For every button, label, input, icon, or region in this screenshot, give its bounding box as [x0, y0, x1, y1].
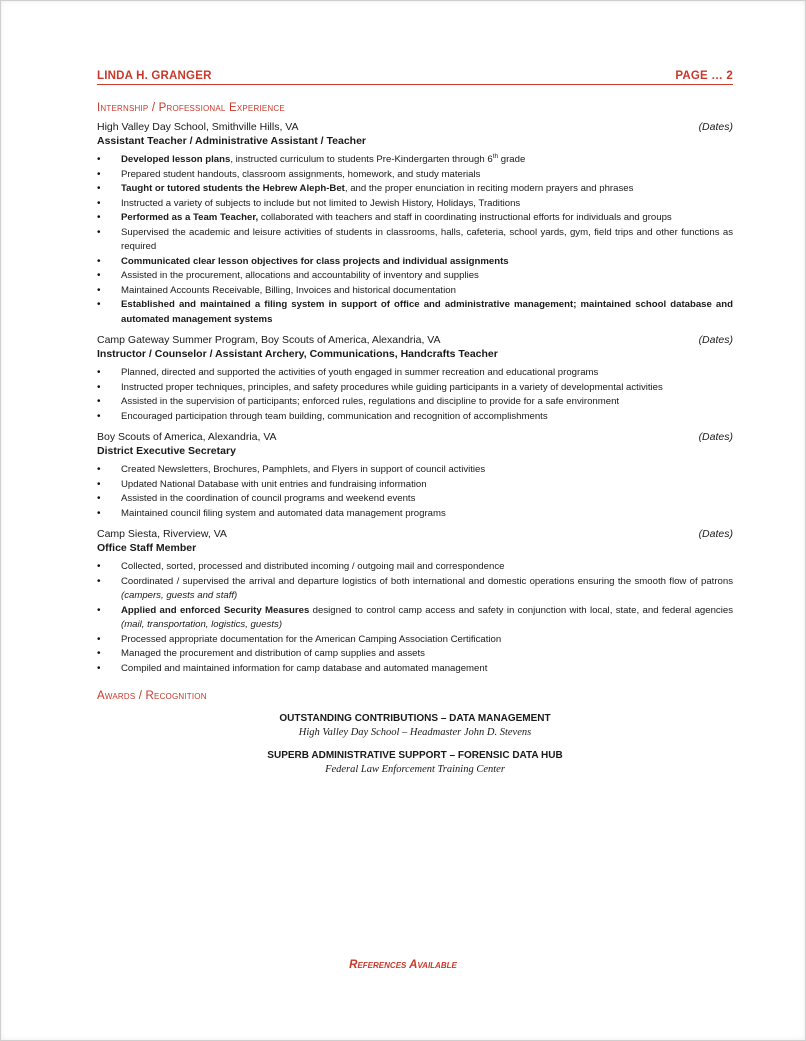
bullet-item	[97, 226, 733, 255]
job-dates: (Dates)	[698, 121, 733, 133]
bullet-item	[97, 269, 733, 284]
bullet-item	[97, 604, 733, 633]
bullet-item	[97, 284, 733, 299]
bullet-text: Managed the procurement and distribution of camp supplies and assets	[121, 648, 425, 659]
bullet-item	[97, 560, 733, 575]
bullet-text: Prepared student handouts, classroom assignments, homework, and study materials	[121, 168, 481, 180]
job-organization: High Valley Day School, Smithville Hills, VA	[97, 121, 299, 133]
bullet-text: Processed appropriate documentation for the American Camping Association Certification	[121, 633, 502, 645]
job-organization: Camp Gateway Summer Program, Boy Scouts of America, Alexandria, VA	[97, 334, 441, 346]
bullet-text: collaborated with teachers and staff in coordinating instructional efforts for individuals and groups	[258, 212, 672, 223]
experience-section-title: Internship / Professional Experience	[97, 102, 285, 114]
bullet-bold-text: Established and maintained a filing system in support of office and administrative management; maintained school database and automated management systems	[121, 299, 733, 325]
award-item	[97, 749, 733, 776]
award-item	[97, 712, 733, 739]
bullet-italic-text: (mail, transportation, logistics, guests)	[121, 619, 283, 630]
job-bullets	[97, 366, 733, 424]
bullet-text: , and the proper enunciation in reciting modern prayers and phrases	[344, 183, 634, 194]
job-bullets	[97, 153, 733, 327]
references-footer: References Available	[349, 959, 457, 971]
bullet-item	[97, 633, 733, 648]
bullet-text: Instructed a variety of subjects to include but not limited to Jewish History, Holidays, Traditions	[121, 197, 521, 209]
bullet-text: Maintained Accounts Receivable, Billing, Invoices and historical documentation	[121, 284, 456, 296]
bullet-item	[97, 366, 733, 381]
job-dates: (Dates)	[698, 431, 733, 443]
bullet-text: Supervised the academic and leisure activities of students in classrooms, halls, cafeteria, school yards, gym, field trips and other functions as required	[121, 226, 733, 252]
page-number: PAGE … 2	[675, 70, 733, 82]
candidate-name: LINDA H. GRANGER	[97, 70, 212, 82]
bullet-italic-text: (campers, guests and staff)	[121, 590, 238, 601]
bullet-bold-text: Performed as a Team Teacher,	[121, 212, 259, 223]
bullet-text: Maintained council filing system and automated data management programs	[121, 507, 446, 519]
job-header	[97, 430, 733, 444]
bullet-text: Collected, sorted, processed and distributed incoming / outgoing mail and correspondence	[121, 561, 505, 572]
bullet-superscript: th	[492, 152, 499, 160]
bullet-bold-text: Communicated clear lesson objectives for class projects and individual assignments	[121, 255, 509, 267]
bullet-item	[97, 153, 733, 168]
bullet-item	[97, 507, 733, 522]
bullet-text: Compiled and maintained information for camp database and automated management	[121, 662, 488, 674]
job-bullets	[97, 560, 733, 676]
bullet-text: Instructed proper techniques, principles, and safety procedures while guiding participants in a variety of developmental activities	[121, 381, 663, 393]
bullet-item	[97, 410, 733, 425]
job-title: Instructor / Counselor / Assistant Archery, Communications, Handcrafts Teacher	[97, 348, 498, 360]
bullet-text: Assisted in the supervision of participants; enforced rules, regulations and discipline to provide for a safe environment	[121, 396, 620, 407]
job-title: Office Staff Member	[97, 542, 197, 554]
bullet-item	[97, 182, 733, 197]
award-source: Federal Law Enforcement Training Center	[325, 764, 505, 775]
bullet-item	[97, 211, 733, 226]
job-header	[97, 333, 733, 347]
bullet-item	[97, 197, 733, 212]
bullet-item	[97, 395, 733, 410]
bullet-item	[97, 647, 733, 662]
award-title: OUTSTANDING CONTRIBUTIONS – DATA MANAGEMENT	[279, 713, 551, 724]
jobs-list	[97, 120, 733, 676]
bullet-text: , instructed curriculum to students Pre-Kindergarten through 6	[230, 154, 493, 165]
award-title: SUPERB ADMINISTRATIVE SUPPORT – FORENSIC DATA HUB	[267, 750, 563, 761]
job-title: District Executive Secretary	[97, 445, 236, 457]
awards-list	[97, 712, 733, 776]
bullet-item	[97, 381, 733, 396]
bullet-text: Created Newsletters, Brochures, Pamphlets, and Flyers in support of council activities	[121, 464, 486, 475]
job-title: Assistant Teacher / Administrative Assistant / Teacher	[97, 135, 367, 147]
bullet-text: designed to control camp access and safety in conjunction with local, state, and federal agencies	[309, 604, 733, 616]
job-organization: Boy Scouts of America, Alexandria, VA	[97, 431, 277, 443]
bullet-item	[97, 298, 733, 327]
page-header	[97, 70, 733, 85]
bullet-bold-text: Developed lesson plans	[121, 154, 231, 165]
bullet-item	[97, 255, 733, 270]
job-dates: (Dates)	[698, 334, 733, 346]
bullet-text: Planned, directed and supported the activities of youth engaged in summer recreation and educational programs	[121, 367, 599, 378]
bullet-tail: grade	[498, 154, 526, 165]
bullet-text: Assisted in the coordination of council programs and weekend events	[121, 493, 416, 504]
bullet-text: Assisted in the procurement, allocations and accountability of inventory and supplies	[121, 270, 479, 281]
bullet-item	[97, 575, 733, 604]
job-header	[97, 527, 733, 541]
job-dates: (Dates)	[698, 528, 733, 540]
bullet-bold-text: Taught or tutored students the Hebrew Aleph-Bet	[121, 183, 345, 194]
awards-section-title: Awards / Recognition	[97, 690, 207, 702]
bullet-item	[97, 478, 733, 493]
bullet-text: Encouraged participation through team building, communication and recognition of accomplishments	[121, 410, 548, 422]
job-bullets	[97, 463, 733, 521]
bullet-text: Updated National Database with unit entries and fundraising information	[121, 478, 427, 490]
resume-page	[97, 70, 733, 776]
award-source: High Valley Day School – Headmaster John D. Stevens	[298, 727, 532, 738]
bullet-item	[97, 492, 733, 507]
bullet-item	[97, 662, 733, 677]
bullet-item	[97, 168, 733, 183]
job-header	[97, 120, 733, 134]
bullet-text: Coordinated / supervised the arrival and departure logistics of both international and domestic operations ensuring the smooth flow of patrons	[121, 575, 733, 587]
bullet-item	[97, 463, 733, 478]
job-organization: Camp Siesta, Riverview, VA	[97, 528, 227, 540]
bullet-bold-text: Applied and enforced Security Measures	[121, 604, 310, 616]
